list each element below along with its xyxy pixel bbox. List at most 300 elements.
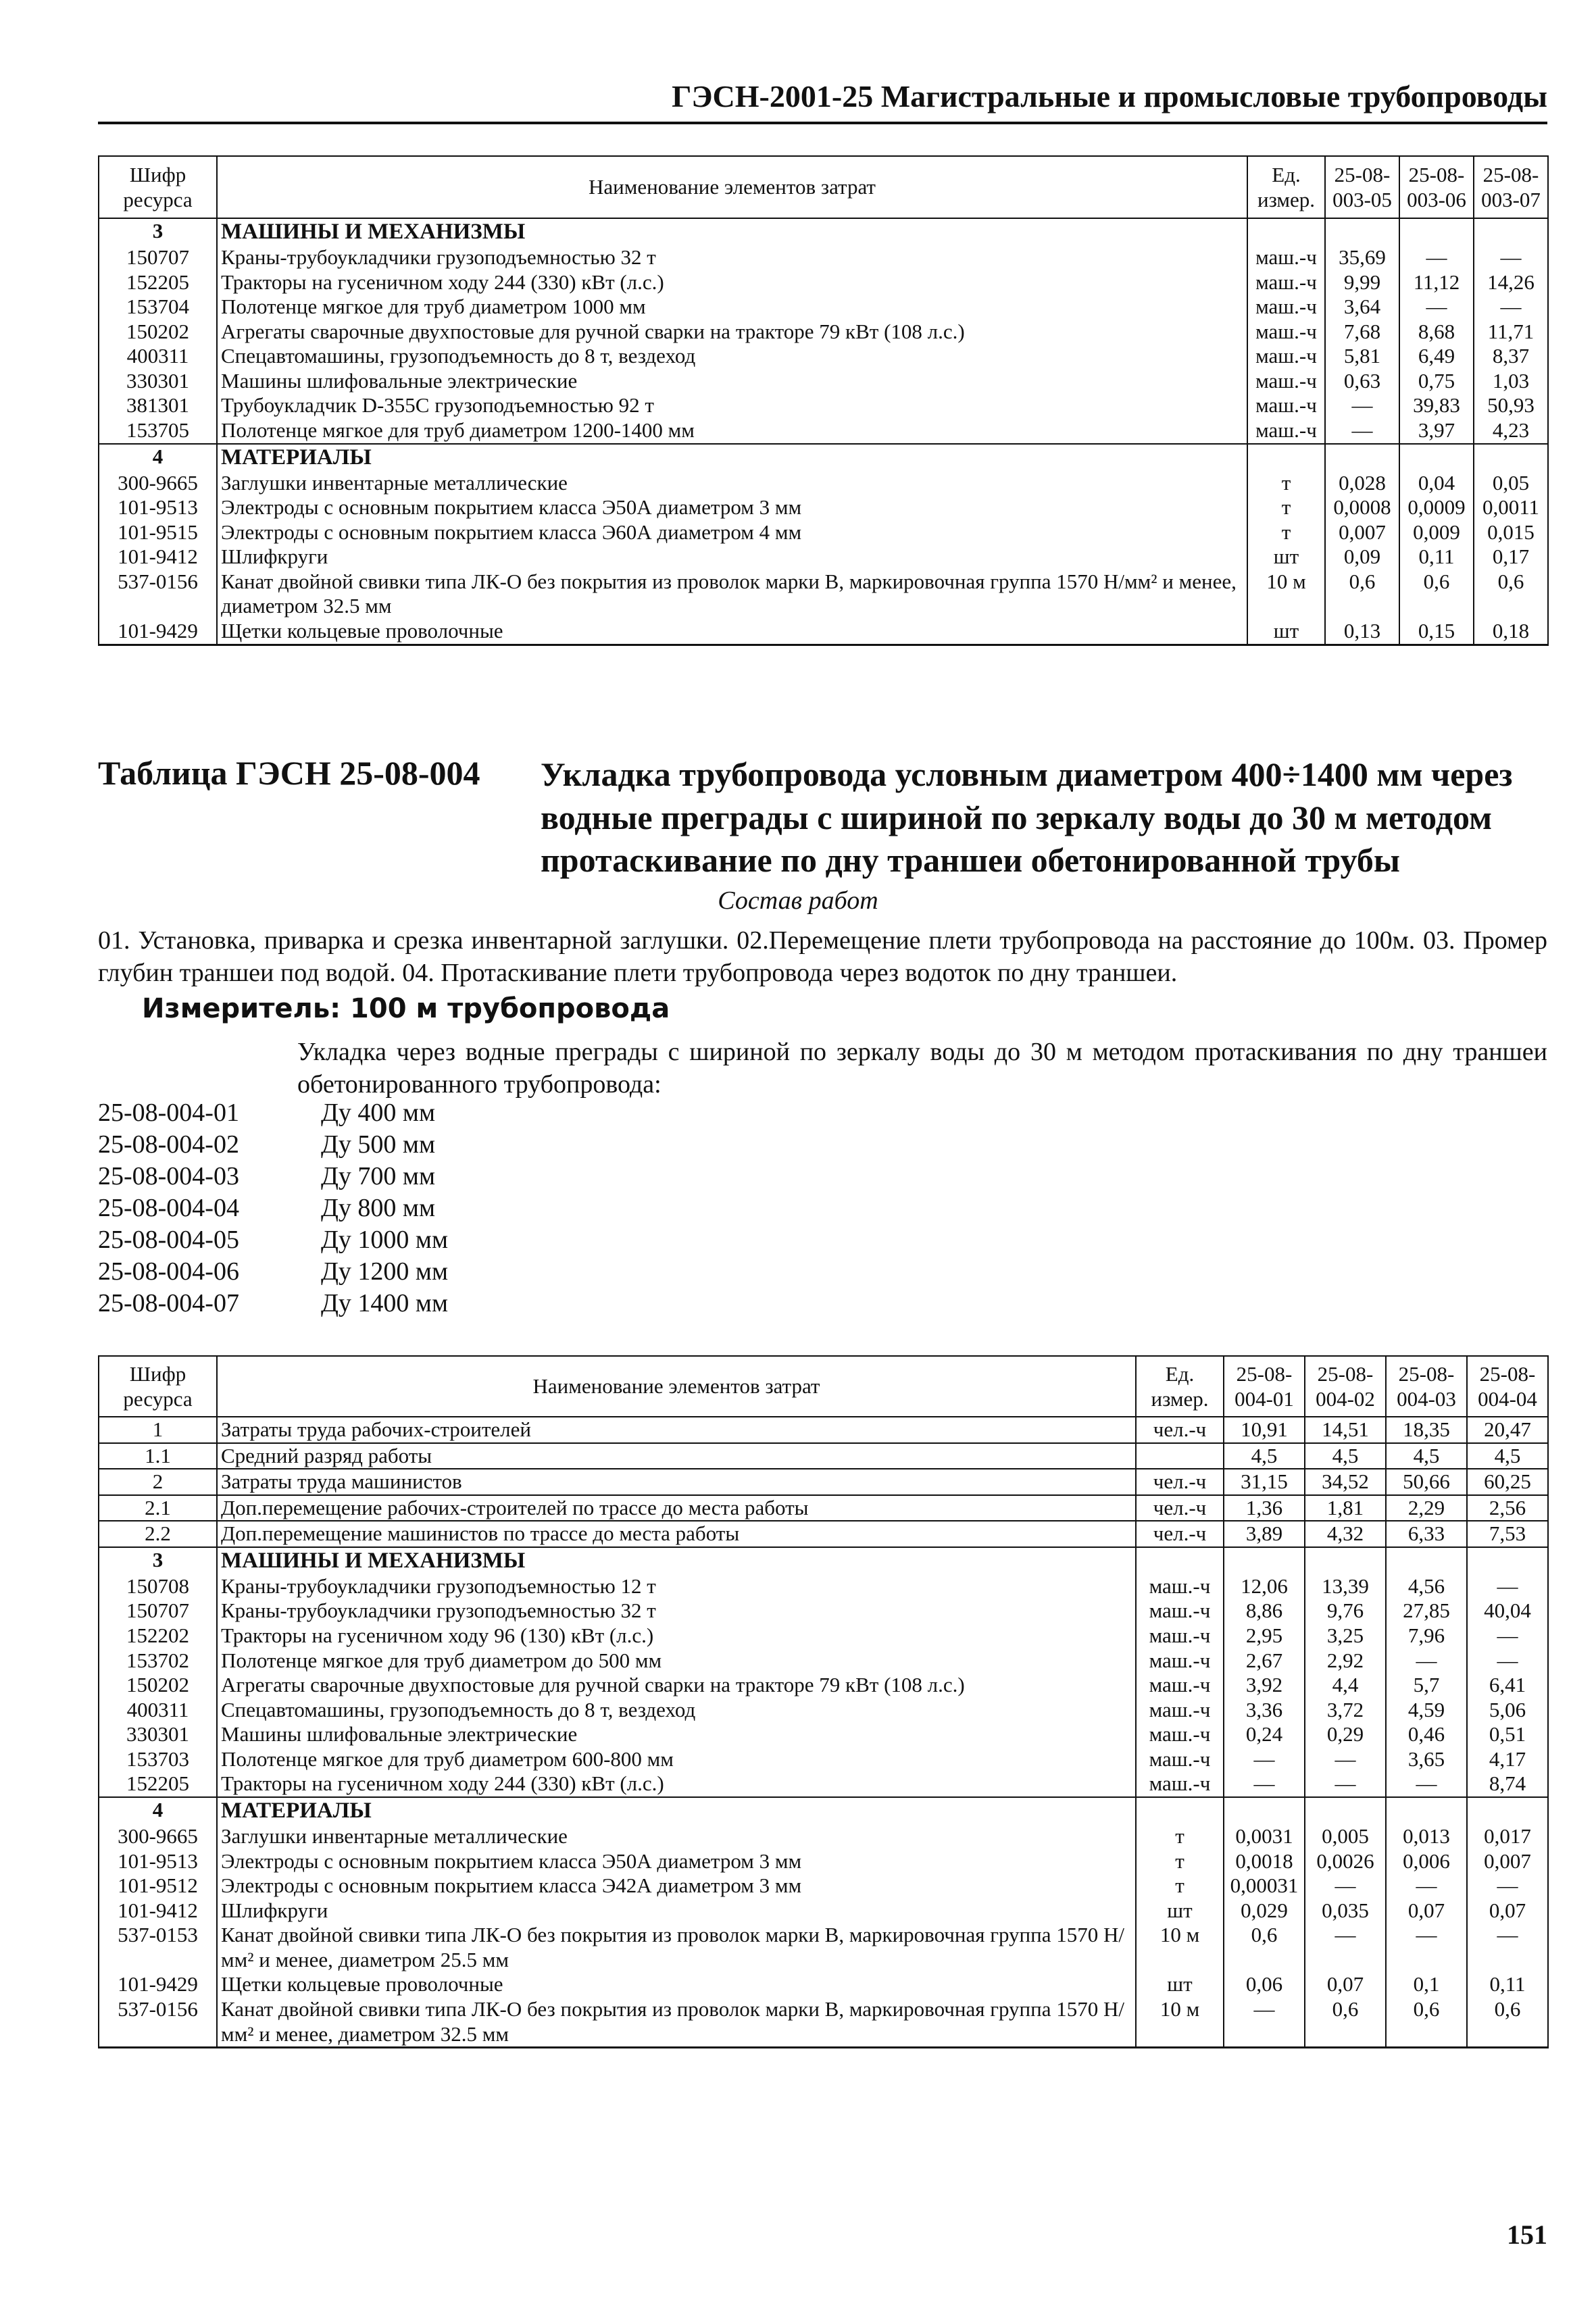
resource-code: 152205 <box>99 270 217 295</box>
value-cell: 4,56 <box>1386 1574 1467 1599</box>
table-row <box>99 545 1548 570</box>
value-cell: 0,0011 <box>1474 495 1548 520</box>
table-row <box>99 393 1548 418</box>
column-header: 25-08-004-03 <box>1386 1356 1467 1417</box>
value-cell: 2,67 <box>1224 1649 1305 1674</box>
unit-cell <box>1247 218 1325 245</box>
unit-cell: т <box>1247 495 1325 520</box>
resource-code: 4 <box>99 1797 217 1824</box>
resource-code: 4 <box>99 444 217 471</box>
measure-unit: Измеритель: 100 м трубопровода <box>142 993 670 1024</box>
cost-item-name: Машины шлифовальные электрические <box>217 1722 1136 1747</box>
value-cell: — <box>1467 1624 1548 1649</box>
unit-cell: т <box>1247 471 1325 496</box>
value-cell: 0,6 <box>1467 1997 1548 2048</box>
resource-table-25-08-004 <box>98 1355 1549 2048</box>
value-cell: — <box>1386 1873 1467 1898</box>
value-cell: 18,35 <box>1386 1417 1467 1443</box>
cost-item-name: Заглушки инвентарные металлические <box>217 471 1247 496</box>
value-cell <box>1325 218 1399 245</box>
table-row <box>99 418 1548 444</box>
value-cell: 0,009 <box>1399 520 1474 545</box>
cost-item-name: Краны-трубоукладчики грузоподъемностью 32 т <box>217 1599 1136 1624</box>
value-cell: 3,36 <box>1224 1698 1305 1723</box>
value-cell: 0,00031 <box>1224 1873 1305 1898</box>
unit-cell: маш.-ч <box>1136 1747 1224 1772</box>
cost-item-name: Полотенце мягкое для труб диаметром 600-800 мм <box>217 1747 1136 1772</box>
value-cell <box>1386 1547 1467 1574</box>
resource-code: 101-9429 <box>99 619 217 645</box>
cost-item-name: Тракторы на гусеничном ходу 244 (330) кВт (л.с.) <box>217 1771 1136 1797</box>
unit-cell: т <box>1136 1824 1224 1849</box>
value-cell: 0,29 <box>1305 1722 1386 1747</box>
column-header: 25-08-003-05 <box>1325 156 1399 218</box>
value-cell: 14,51 <box>1305 1417 1386 1443</box>
cost-item-name: Трубоукладчик D-355C грузоподъемностью 92 т <box>217 393 1247 418</box>
value-cell: 0,24 <box>1224 1722 1305 1747</box>
unit-cell: чел.-ч <box>1136 1417 1224 1443</box>
cost-item-name: Электроды с основным покрытием класса Э42А диаметром 3 мм <box>217 1873 1136 1898</box>
value-cell: 0,6 <box>1305 1997 1386 2048</box>
resource-code: 152202 <box>99 1624 217 1649</box>
value-cell: 3,89 <box>1224 1521 1305 1547</box>
cost-item-name: Щетки кольцевые проволочные <box>217 1972 1136 1997</box>
column-header: 25-08-004-04 <box>1467 1356 1548 1417</box>
table-row <box>99 1722 1548 1747</box>
cost-item-name: МАТЕРИАЛЫ <box>217 1797 1136 1824</box>
cost-item-name: Затраты труда машинистов <box>217 1469 1136 1495</box>
value-cell: 9,76 <box>1305 1599 1386 1624</box>
resource-code: 3 <box>99 218 217 245</box>
value-cell <box>1305 1547 1386 1574</box>
table-row <box>99 471 1548 496</box>
unit-cell <box>1247 444 1325 471</box>
value-cell: 0,75 <box>1399 369 1474 394</box>
resource-code: 153704 <box>99 295 217 320</box>
table-id: Таблица ГЭСН 25-08-004 <box>98 754 480 792</box>
unit-cell: маш.-ч <box>1136 1599 1224 1624</box>
table-row <box>99 1972 1548 1997</box>
value-cell: 7,96 <box>1386 1624 1467 1649</box>
resource-code: 330301 <box>99 369 217 394</box>
table-row <box>99 1469 1548 1495</box>
unit-cell <box>1136 1547 1224 1574</box>
value-cell: 0,07 <box>1305 1972 1386 1997</box>
column-header: Ед. измер. <box>1136 1356 1224 1417</box>
cost-item-name: Полотенце мягкое для труб диаметром до 500 мм <box>217 1649 1136 1674</box>
column-header: Шифр ресурса <box>99 1356 217 1417</box>
value-cell: 13,39 <box>1305 1574 1386 1599</box>
unit-cell <box>1136 1443 1224 1469</box>
table-row <box>99 1747 1548 1772</box>
table-row <box>99 619 1548 645</box>
value-cell: 3,65 <box>1386 1747 1467 1772</box>
value-cell: 0,6 <box>1325 570 1399 619</box>
table-row <box>99 245 1548 270</box>
value-cell <box>1399 444 1474 471</box>
value-cell: 6,49 <box>1399 344 1474 369</box>
unit-cell: чел.-ч <box>1136 1521 1224 1547</box>
cost-item-name: Тракторы на гусеничном ходу 244 (330) кВт (л.с.) <box>217 270 1247 295</box>
cost-item-name: Агрегаты сварочные двухпостовые для ручной сварки на тракторе 79 кВт (108 л.с.) <box>217 320 1247 345</box>
unit-cell: т <box>1247 520 1325 545</box>
value-cell: 0,1 <box>1386 1972 1467 1997</box>
cost-item-name: Доп.перемещение рабочих-строителей по трассе до места работы <box>217 1495 1136 1521</box>
resource-code: 537-0156 <box>99 1997 217 2048</box>
table-row <box>99 1443 1548 1469</box>
unit-cell: чел.-ч <box>1136 1495 1224 1521</box>
unit-cell: шт <box>1247 619 1325 645</box>
cost-item-name: МАШИНЫ И МЕХАНИЗМЫ <box>217 1547 1136 1574</box>
table-row <box>99 1495 1548 1521</box>
value-cell: 0,07 <box>1386 1898 1467 1923</box>
resource-code: 101-9412 <box>99 545 217 570</box>
table-row <box>99 1698 1548 1723</box>
value-cell: 4,4 <box>1305 1673 1386 1698</box>
value-cell: 4,59 <box>1386 1698 1467 1723</box>
unit-cell: 10 м <box>1136 1923 1224 1972</box>
resource-code: 1 <box>99 1417 217 1443</box>
column-header: Шифр ресурса <box>99 156 217 218</box>
cost-item-name: Тракторы на гусеничном ходу 96 (130) кВт (л.с.) <box>217 1624 1136 1649</box>
value-cell <box>1474 444 1548 471</box>
value-cell: 0,6 <box>1386 1997 1467 2048</box>
resource-code: 101-9513 <box>99 1849 217 1874</box>
variant-list <box>98 1097 448 1319</box>
value-cell: 0,11 <box>1399 545 1474 570</box>
cost-item-name: Канат двойной свивки типа ЛК-О без покрытия из проволок марки В, маркировочная группа 1570 Н/мм² и менее, диаметром 32.5 мм <box>217 1997 1136 2048</box>
value-cell: — <box>1386 1923 1467 1972</box>
table-row <box>99 1849 1548 1874</box>
cost-item-name: Машины шлифовальные электрические <box>217 369 1247 394</box>
table-row <box>99 1547 1548 1574</box>
resource-code: 3 <box>99 1547 217 1574</box>
table-row <box>99 1771 1548 1797</box>
value-cell: 8,86 <box>1224 1599 1305 1624</box>
value-cell: 0,6 <box>1399 570 1474 619</box>
value-cell: 40,04 <box>1467 1599 1548 1624</box>
table-row <box>99 1797 1548 1824</box>
table-row <box>99 495 1548 520</box>
value-cell: 1,03 <box>1474 369 1548 394</box>
unit-cell: маш.-ч <box>1136 1673 1224 1698</box>
value-cell: — <box>1386 1649 1467 1674</box>
cost-item-name: Шлифкруги <box>217 1898 1136 1923</box>
value-cell: — <box>1224 1771 1305 1797</box>
value-cell: 8,74 <box>1467 1771 1548 1797</box>
value-cell: 0,09 <box>1325 545 1399 570</box>
table-row <box>99 320 1548 345</box>
cost-item-name: Заглушки инвентарные металлические <box>217 1824 1136 1849</box>
table-row <box>99 369 1548 394</box>
resource-code: 400311 <box>99 1698 217 1723</box>
resource-code: 153702 <box>99 1649 217 1674</box>
unit-cell: шт <box>1136 1972 1224 1997</box>
column-header: Ед. измер. <box>1247 156 1325 218</box>
value-cell: 7,53 <box>1467 1521 1548 1547</box>
value-cell: 0,0031 <box>1224 1824 1305 1849</box>
value-cell: 1,36 <box>1224 1495 1305 1521</box>
value-cell: 3,64 <box>1325 295 1399 320</box>
value-cell: 3,97 <box>1399 418 1474 444</box>
running-header: ГЭСН-2001-25 Магистральные и промысловые трубопроводы <box>98 81 1547 124</box>
value-cell: — <box>1224 1997 1305 2048</box>
table-title: Укладка трубопровода условным диаметром 400÷1400 мм через водные преграды с шириной по зеркалу воды до 30 м методом протаскивание по дну траншеи обетонированной трубы <box>541 755 1513 879</box>
column-header: Наименование элементов затрат <box>217 156 1247 218</box>
list-item: 25-08-004-05 Ду 1000 мм <box>98 1226 449 1254</box>
unit-cell: т <box>1136 1873 1224 1898</box>
cost-item-name: Агрегаты сварочные двухпостовые для ручной сварки на тракторе 79 кВт (108 л.с.) <box>217 1673 1136 1698</box>
cost-item-name: Спецавтомашины, грузоподъемность до 8 т, вездеход <box>217 1698 1136 1723</box>
unit-cell: 10 м <box>1136 1997 1224 2048</box>
value-cell: 2,56 <box>1467 1495 1548 1521</box>
value-cell: — <box>1305 1923 1386 1972</box>
value-cell: 27,85 <box>1386 1599 1467 1624</box>
value-cell: — <box>1325 418 1399 444</box>
value-cell: 4,17 <box>1467 1747 1548 1772</box>
resource-code: 300-9665 <box>99 1824 217 1849</box>
cost-item-name: Полотенце мягкое для труб диаметром 1000 мм <box>217 295 1247 320</box>
value-cell <box>1386 1797 1467 1824</box>
value-cell <box>1305 1797 1386 1824</box>
resource-code: 2.2 <box>99 1521 217 1547</box>
value-cell: 2,92 <box>1305 1649 1386 1674</box>
work-heading: Состав работ <box>718 886 878 915</box>
value-cell: 5,06 <box>1467 1698 1548 1723</box>
value-cell: 0,005 <box>1305 1824 1386 1849</box>
unit-cell: маш.-ч <box>1247 369 1325 394</box>
value-cell: — <box>1467 1649 1548 1674</box>
value-cell: 0,05 <box>1474 471 1548 496</box>
cost-item-name: Электроды с основным покрытием класса Э60А диаметром 4 мм <box>217 520 1247 545</box>
resource-code: 150707 <box>99 245 217 270</box>
value-cell: 0,028 <box>1325 471 1399 496</box>
column-header: Наименование элементов затрат <box>217 1356 1136 1417</box>
table-row <box>99 1673 1548 1698</box>
cost-item-name: МАТЕРИАЛЫ <box>217 444 1247 471</box>
value-cell: 14,26 <box>1474 270 1548 295</box>
value-cell <box>1399 218 1474 245</box>
value-cell: 0,029 <box>1224 1898 1305 1923</box>
value-cell: 50,93 <box>1474 393 1548 418</box>
unit-cell: маш.-ч <box>1247 418 1325 444</box>
value-cell: 0,06 <box>1224 1972 1305 1997</box>
value-cell: 0,007 <box>1467 1849 1548 1874</box>
table-row <box>99 444 1548 471</box>
value-cell <box>1474 218 1548 245</box>
value-cell: 50,66 <box>1386 1469 1467 1495</box>
resource-code: 1.1 <box>99 1443 217 1469</box>
value-cell: 7,68 <box>1325 320 1399 345</box>
unit-cell: маш.-ч <box>1136 1624 1224 1649</box>
value-cell: 0,17 <box>1474 545 1548 570</box>
unit-cell: маш.-ч <box>1136 1649 1224 1674</box>
unit-cell: маш.-ч <box>1247 393 1325 418</box>
value-cell: 0,0008 <box>1325 495 1399 520</box>
value-cell <box>1224 1547 1305 1574</box>
list-item: 25-08-004-07 Ду 1400 мм <box>98 1289 449 1317</box>
column-header: 25-08-004-02 <box>1305 1356 1386 1417</box>
value-cell: 5,7 <box>1386 1673 1467 1698</box>
table-row <box>99 1873 1548 1898</box>
resource-code: 300-9665 <box>99 471 217 496</box>
value-cell: 4,5 <box>1305 1443 1386 1469</box>
value-cell: — <box>1224 1747 1305 1772</box>
list-item: 25-08-004-04 Ду 800 мм <box>98 1194 436 1222</box>
value-cell: 0,0009 <box>1399 495 1474 520</box>
value-cell: — <box>1305 1771 1386 1797</box>
list-item: 25-08-004-02 Ду 500 мм <box>98 1130 436 1159</box>
unit-cell: шт <box>1247 545 1325 570</box>
cost-item-name: Затраты труда рабочих-строителей <box>217 1417 1136 1443</box>
column-header: 25-08-004-01 <box>1224 1356 1305 1417</box>
table-row <box>99 1997 1548 2048</box>
value-cell: 39,83 <box>1399 393 1474 418</box>
unit-cell: маш.-ч <box>1247 245 1325 270</box>
value-cell: 3,72 <box>1305 1698 1386 1723</box>
value-cell: 31,15 <box>1224 1469 1305 1495</box>
value-cell: — <box>1325 393 1399 418</box>
value-cell: — <box>1467 1574 1548 1599</box>
list-item: 25-08-004-01 Ду 400 мм <box>98 1099 436 1127</box>
value-cell: 4,5 <box>1386 1443 1467 1469</box>
list-item: 25-08-004-06 Ду 1200 мм <box>98 1257 449 1286</box>
value-cell: — <box>1305 1747 1386 1772</box>
work-description: Укладка через водные преграды с шириной по зеркалу воды до 30 м методом протаскивания по дну траншеи обетонированного трубопровода: <box>297 1038 1547 1099</box>
resource-code: 150202 <box>99 1673 217 1698</box>
table-row <box>99 520 1548 545</box>
value-cell: 0,46 <box>1386 1722 1467 1747</box>
value-cell: 6,33 <box>1386 1521 1467 1547</box>
unit-cell: маш.-ч <box>1247 344 1325 369</box>
value-cell: 10,91 <box>1224 1417 1305 1443</box>
value-cell: — <box>1399 295 1474 320</box>
unit-cell: чел.-ч <box>1136 1469 1224 1495</box>
value-cell: 0,51 <box>1467 1722 1548 1747</box>
value-cell: 6,41 <box>1467 1673 1548 1698</box>
resource-code: 537-0153 <box>99 1923 217 1972</box>
cost-item-name: Полотенце мягкое для труб диаметром 1200-1400 мм <box>217 418 1247 444</box>
cost-item-name: Доп.перемещение машинистов по трассе до места работы <box>217 1521 1136 1547</box>
value-cell <box>1467 1797 1548 1824</box>
table-row <box>99 270 1548 295</box>
unit-cell: маш.-ч <box>1136 1574 1224 1599</box>
column-header: 25-08-003-06 <box>1399 156 1474 218</box>
work-composition: 01. Установка, приварка и срезка инвентарной заглушки. 02.Перемещение плети трубопровода на расстояние до 100м. 03. Промер глубин траншеи под водой. 04. Протаскивание плети трубопровода через водоток по дну траншеи. <box>98 926 1547 988</box>
resource-code: 330301 <box>99 1722 217 1747</box>
table-row <box>99 1599 1548 1624</box>
table-row <box>99 1521 1548 1547</box>
value-cell: 0,007 <box>1325 520 1399 545</box>
value-cell: 0,0026 <box>1305 1849 1386 1874</box>
value-cell: 0,006 <box>1386 1849 1467 1874</box>
resource-code: 152205 <box>99 1771 217 1797</box>
value-cell: 0,035 <box>1305 1898 1386 1923</box>
resource-code: 2 <box>99 1469 217 1495</box>
table-row <box>99 295 1548 320</box>
table-row <box>99 1624 1548 1649</box>
value-cell: 0,13 <box>1325 619 1399 645</box>
value-cell: 0,15 <box>1399 619 1474 645</box>
cost-item-name: Щетки кольцевые проволочные <box>217 619 1247 645</box>
value-cell: 0,18 <box>1474 619 1548 645</box>
cost-item-name: Канат двойной свивки типа ЛК-О без покрытия из проволок марки В, маркировочная группа 1570 Н/мм² и менее, диаметром 32.5 мм <box>217 570 1247 619</box>
unit-cell: маш.-ч <box>1136 1771 1224 1797</box>
cost-item-name: Краны-трубоукладчики грузоподъемностью 32 т <box>217 245 1247 270</box>
value-cell: — <box>1467 1923 1548 1972</box>
value-cell: 8,37 <box>1474 344 1548 369</box>
table-row <box>99 1898 1548 1923</box>
value-cell: 0,6 <box>1474 570 1548 619</box>
cost-item-name: Спецавтомашины, грузоподъемность до 8 т, вездеход <box>217 344 1247 369</box>
unit-cell: маш.-ч <box>1136 1722 1224 1747</box>
value-cell: 0,07 <box>1467 1898 1548 1923</box>
value-cell <box>1224 1797 1305 1824</box>
value-cell <box>1467 1547 1548 1574</box>
value-cell: 20,47 <box>1467 1417 1548 1443</box>
value-cell: — <box>1474 295 1548 320</box>
value-cell: 60,25 <box>1467 1469 1548 1495</box>
unit-cell <box>1136 1797 1224 1824</box>
cost-item-name: Канат двойной свивки типа ЛК-О без покрытия из проволок марки В, маркировочная группа 1570 Н/мм² и менее, диаметром 25.5 мм <box>217 1923 1136 1972</box>
value-cell: 5,81 <box>1325 344 1399 369</box>
value-cell: 4,5 <box>1224 1443 1305 1469</box>
resource-code: 101-9512 <box>99 1873 217 1898</box>
cost-item-name: Краны-трубоукладчики грузоподъемностью 12 т <box>217 1574 1136 1599</box>
value-cell: 0,63 <box>1325 369 1399 394</box>
resource-code: 153705 <box>99 418 217 444</box>
resource-code: 101-9515 <box>99 520 217 545</box>
resource-code: 101-9429 <box>99 1972 217 1997</box>
resource-code: 150707 <box>99 1599 217 1624</box>
value-cell: 8,68 <box>1399 320 1474 345</box>
value-cell: 3,25 <box>1305 1624 1386 1649</box>
unit-cell: 10 м <box>1247 570 1325 619</box>
value-cell: 0,6 <box>1224 1923 1305 1972</box>
table-row <box>99 218 1548 245</box>
value-cell: 2,29 <box>1386 1495 1467 1521</box>
value-cell: 0,015 <box>1474 520 1548 545</box>
resource-code: 2.1 <box>99 1495 217 1521</box>
unit-cell: маш.-ч <box>1247 270 1325 295</box>
column-header: 25-08-003-07 <box>1474 156 1548 218</box>
value-cell: — <box>1467 1873 1548 1898</box>
table-row <box>99 344 1548 369</box>
table-row <box>99 1824 1548 1849</box>
unit-cell: шт <box>1136 1898 1224 1923</box>
value-cell: 2,95 <box>1224 1624 1305 1649</box>
value-cell: 1,81 <box>1305 1495 1386 1521</box>
unit-cell: маш.-ч <box>1247 295 1325 320</box>
unit-cell: т <box>1136 1849 1224 1874</box>
value-cell: 11,71 <box>1474 320 1548 345</box>
cost-item-name: Средний разряд работы <box>217 1443 1136 1469</box>
resource-code: 101-9412 <box>99 1898 217 1923</box>
cost-item-name: Электроды с основным покрытием класса Э50А диаметром 3 мм <box>217 1849 1136 1874</box>
value-cell: 4,5 <box>1467 1443 1548 1469</box>
cost-item-name: Электроды с основным покрытием класса Э50А диаметром 3 мм <box>217 495 1247 520</box>
page-number: 151 <box>1507 2219 1547 2250</box>
resource-code: 153703 <box>99 1747 217 1772</box>
table-row <box>99 1649 1548 1674</box>
resource-code: 537-0156 <box>99 570 217 619</box>
value-cell: 11,12 <box>1399 270 1474 295</box>
resource-code: 101-9513 <box>99 495 217 520</box>
value-cell: 0,04 <box>1399 471 1474 496</box>
table-row <box>99 570 1548 619</box>
resource-table-25-08-003 <box>98 155 1549 646</box>
value-cell: — <box>1386 1771 1467 1797</box>
